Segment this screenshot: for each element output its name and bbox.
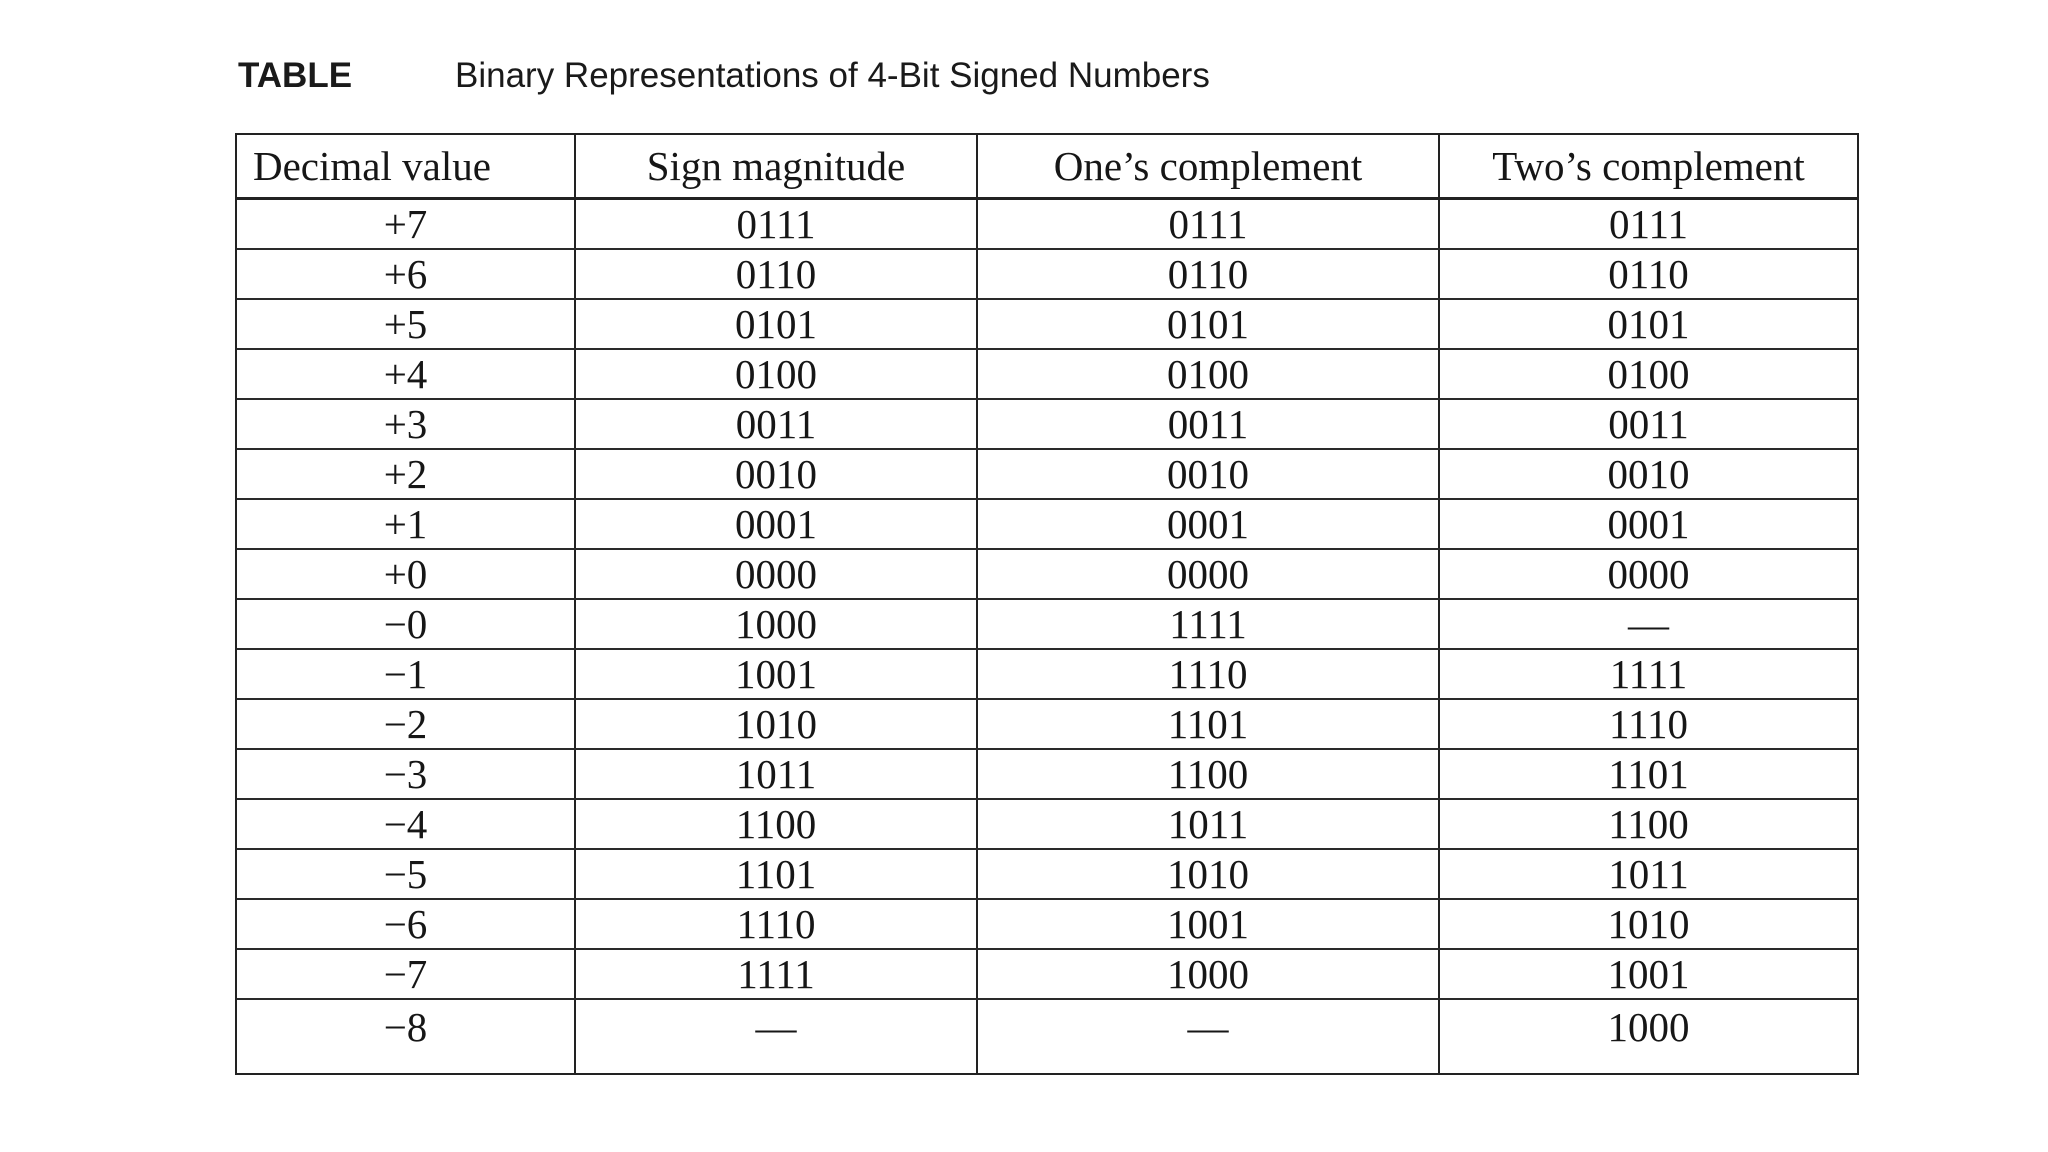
- cell-ones-complement: 0111: [977, 199, 1439, 250]
- binary-representation-table: [235, 133, 1859, 1075]
- cell-decimal-value: −3: [237, 749, 575, 799]
- cell-sign-magnitude: 1110: [575, 899, 977, 949]
- cell-ones-complement: 1010: [977, 849, 1439, 899]
- cell-sign-magnitude: —: [575, 999, 977, 1073]
- cell-decimal-value: +6: [237, 249, 575, 299]
- table-row: [237, 649, 1857, 699]
- cell-decimal-value: −4: [237, 799, 575, 849]
- cell-decimal-value: −1: [237, 649, 575, 699]
- table-row: [237, 899, 1857, 949]
- cell-ones-complement: 0100: [977, 349, 1439, 399]
- cell-sign-magnitude: 0111: [575, 199, 977, 250]
- data-table: [237, 135, 1857, 1073]
- cell-decimal-value: −7: [237, 949, 575, 999]
- cell-decimal-value: −2: [237, 699, 575, 749]
- table-row: [237, 349, 1857, 399]
- cell-ones-complement: 1111: [977, 599, 1439, 649]
- table-row: [237, 999, 1857, 1073]
- table-row: [237, 949, 1857, 999]
- cell-decimal-value: +4: [237, 349, 575, 399]
- table-body: [237, 199, 1857, 1074]
- cell-ones-complement: 0001: [977, 499, 1439, 549]
- cell-sign-magnitude: 1001: [575, 649, 977, 699]
- cell-ones-complement: 1000: [977, 949, 1439, 999]
- cell-sign-magnitude: 1111: [575, 949, 977, 999]
- cell-twos-complement: 1011: [1439, 849, 1857, 899]
- cell-twos-complement: 0001: [1439, 499, 1857, 549]
- table-row: [237, 449, 1857, 499]
- cell-sign-magnitude: 0101: [575, 299, 977, 349]
- cell-twos-complement: 1001: [1439, 949, 1857, 999]
- cell-decimal-value: +1: [237, 499, 575, 549]
- cell-ones-complement: 0000: [977, 549, 1439, 599]
- cell-twos-complement: 0010: [1439, 449, 1857, 499]
- cell-twos-complement: 0110: [1439, 249, 1857, 299]
- cell-sign-magnitude: 0000: [575, 549, 977, 599]
- header-ones-complement: One’s complement: [977, 135, 1439, 199]
- cell-ones-complement: 1001: [977, 899, 1439, 949]
- table-row: [237, 549, 1857, 599]
- cell-twos-complement: 0011: [1439, 399, 1857, 449]
- header-sign-magnitude: Sign magnitude: [575, 135, 977, 199]
- cell-decimal-value: −5: [237, 849, 575, 899]
- cell-ones-complement: 1101: [977, 699, 1439, 749]
- cell-twos-complement: 1111: [1439, 649, 1857, 699]
- table-row: [237, 299, 1857, 349]
- cell-twos-complement: 1010: [1439, 899, 1857, 949]
- cell-sign-magnitude: 1011: [575, 749, 977, 799]
- cell-ones-complement: 0011: [977, 399, 1439, 449]
- cell-ones-complement: —: [977, 999, 1439, 1073]
- cell-twos-complement: 1100: [1439, 799, 1857, 849]
- table-row: [237, 199, 1857, 250]
- cell-ones-complement: 1011: [977, 799, 1439, 849]
- cell-decimal-value: +5: [237, 299, 575, 349]
- table-row: [237, 799, 1857, 849]
- cell-decimal-value: −0: [237, 599, 575, 649]
- cell-twos-complement: 0100: [1439, 349, 1857, 399]
- cell-twos-complement: 0000: [1439, 549, 1857, 599]
- table-row: [237, 599, 1857, 649]
- cell-sign-magnitude: 1000: [575, 599, 977, 649]
- cell-decimal-value: +7: [237, 199, 575, 250]
- cell-ones-complement: 0010: [977, 449, 1439, 499]
- header-row: [237, 135, 1857, 199]
- cell-twos-complement: 0111: [1439, 199, 1857, 250]
- cell-twos-complement: 1110: [1439, 699, 1857, 749]
- cell-sign-magnitude: 1100: [575, 799, 977, 849]
- cell-sign-magnitude: 0001: [575, 499, 977, 549]
- header-twos-complement: Two’s complement: [1439, 135, 1857, 199]
- header-decimal-value: Decimal value: [237, 135, 575, 199]
- table-row: [237, 499, 1857, 549]
- cell-ones-complement: 0110: [977, 249, 1439, 299]
- cell-sign-magnitude: 1010: [575, 699, 977, 749]
- table-header: [237, 135, 1857, 199]
- caption-tag: TABLE: [238, 56, 353, 95]
- cell-sign-magnitude: 0010: [575, 449, 977, 499]
- cell-ones-complement: 1100: [977, 749, 1439, 799]
- table-row: [237, 849, 1857, 899]
- cell-decimal-value: +3: [237, 399, 575, 449]
- cell-twos-complement: —: [1439, 599, 1857, 649]
- table-row: [237, 249, 1857, 299]
- caption-title: Binary Representations of 4-Bit Signed Numbers: [455, 56, 1210, 95]
- cell-sign-magnitude: 0011: [575, 399, 977, 449]
- table-row: [237, 749, 1857, 799]
- table-row: [237, 399, 1857, 449]
- cell-sign-magnitude: 1101: [575, 849, 977, 899]
- cell-decimal-value: −6: [237, 899, 575, 949]
- cell-twos-complement: 1000: [1439, 999, 1857, 1073]
- cell-decimal-value: +2: [237, 449, 575, 499]
- cell-decimal-value: −8: [383, 1004, 428, 1050]
- table-caption: [238, 54, 1210, 98]
- cell-sign-magnitude: 0110: [575, 249, 977, 299]
- cell-sign-magnitude: 0100: [575, 349, 977, 399]
- cell-decimal-value: +0: [237, 549, 575, 599]
- cell-twos-complement: 0101: [1439, 299, 1857, 349]
- cell-ones-complement: 0101: [977, 299, 1439, 349]
- cell-twos-complement: 1101: [1439, 749, 1857, 799]
- cell-ones-complement: 1110: [977, 649, 1439, 699]
- table-row: [237, 699, 1857, 749]
